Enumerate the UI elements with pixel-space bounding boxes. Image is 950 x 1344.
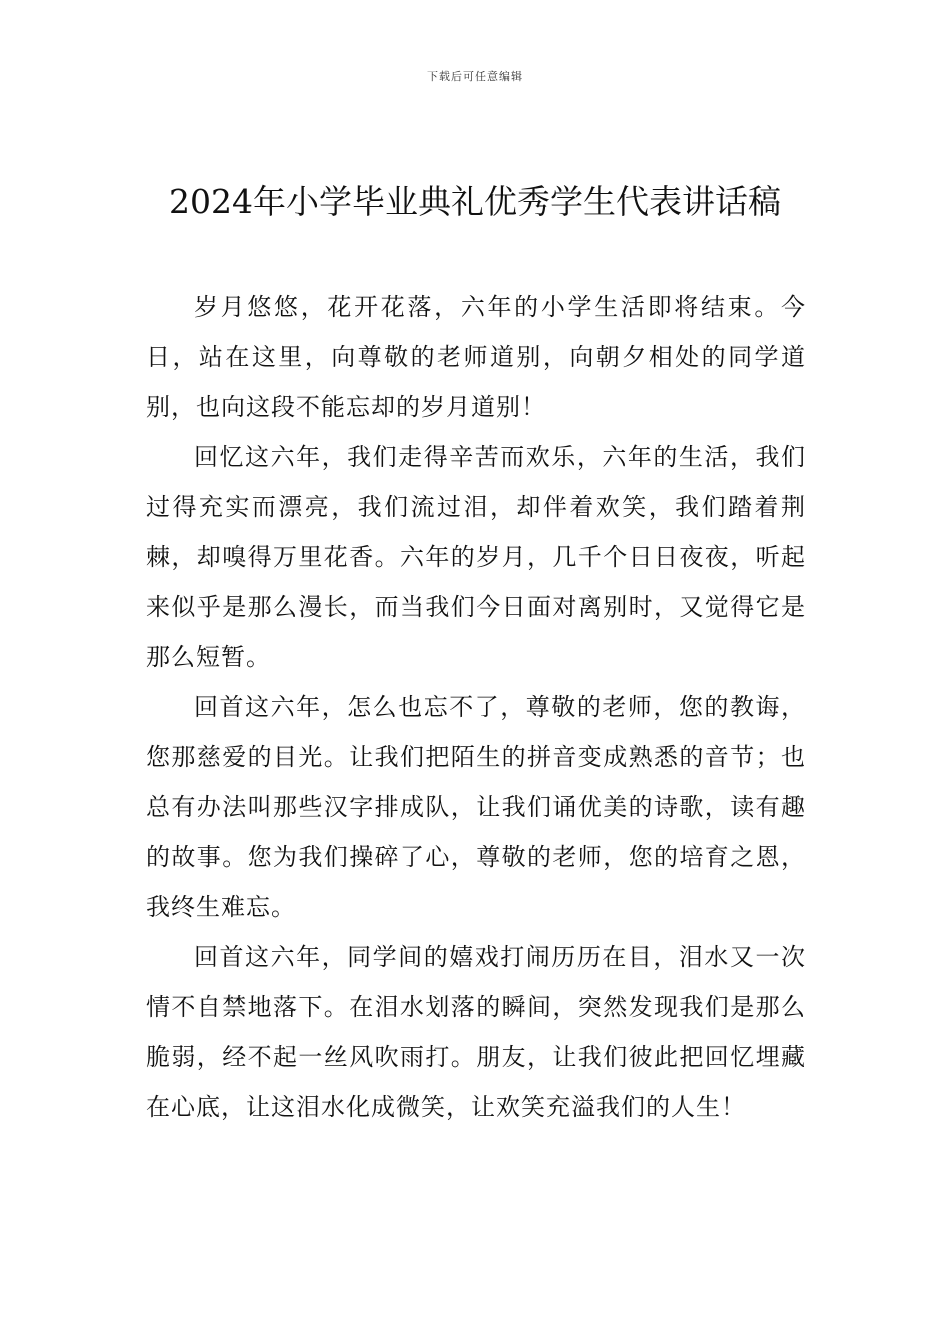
document-title: 2024年小学毕业典礼优秀学生代表讲话稿 bbox=[169, 182, 781, 221]
paragraph-1: 岁月悠悠，花开花落，六年的小学生活即将结束。今日，站在这里，向尊敬的老师道别，向朝夕相处的同学道别，也向这段不能忘却的岁月道别！ bbox=[146, 293, 806, 421]
document-body bbox=[146, 282, 806, 1132]
paragraph-3: 回首这六年，怎么也忘不了，尊敬的老师，您的教诲，您那慈爱的目光。让我们把陌生的拼音变成熟悉的音节；也总有办法叫那些汉字排成队，让我们诵优美的诗歌，读有趣的故事。您为我们操碎了心，尊敬的老师，您的培育之恩，我终生难忘。 bbox=[146, 693, 806, 921]
paragraph-2: 回忆这六年，我们走得辛苦而欢乐，六年的生活，我们过得充实而漂亮，我们流过泪，却伴着欢笑，我们踏着荆棘，却嗅得万里花香。六年的岁月，几千个日日夜夜，听起来似乎是那么漫长，而当我们今日面对离别时，又觉得它是那么短暂。 bbox=[146, 443, 806, 671]
header-note: 下载后可任意编辑 bbox=[427, 70, 523, 83]
paragraph-4: 回首这六年，同学间的嬉戏打闹历历在目，泪水又一次情不自禁地落下。在泪水划落的瞬间，突然发现我们是那么脆弱，经不起一丝风吹雨打。朋友，让我们彼此把回忆埋藏在心底，让这泪水化成微笑，让欢笑充溢我们的人生！ bbox=[146, 943, 806, 1121]
